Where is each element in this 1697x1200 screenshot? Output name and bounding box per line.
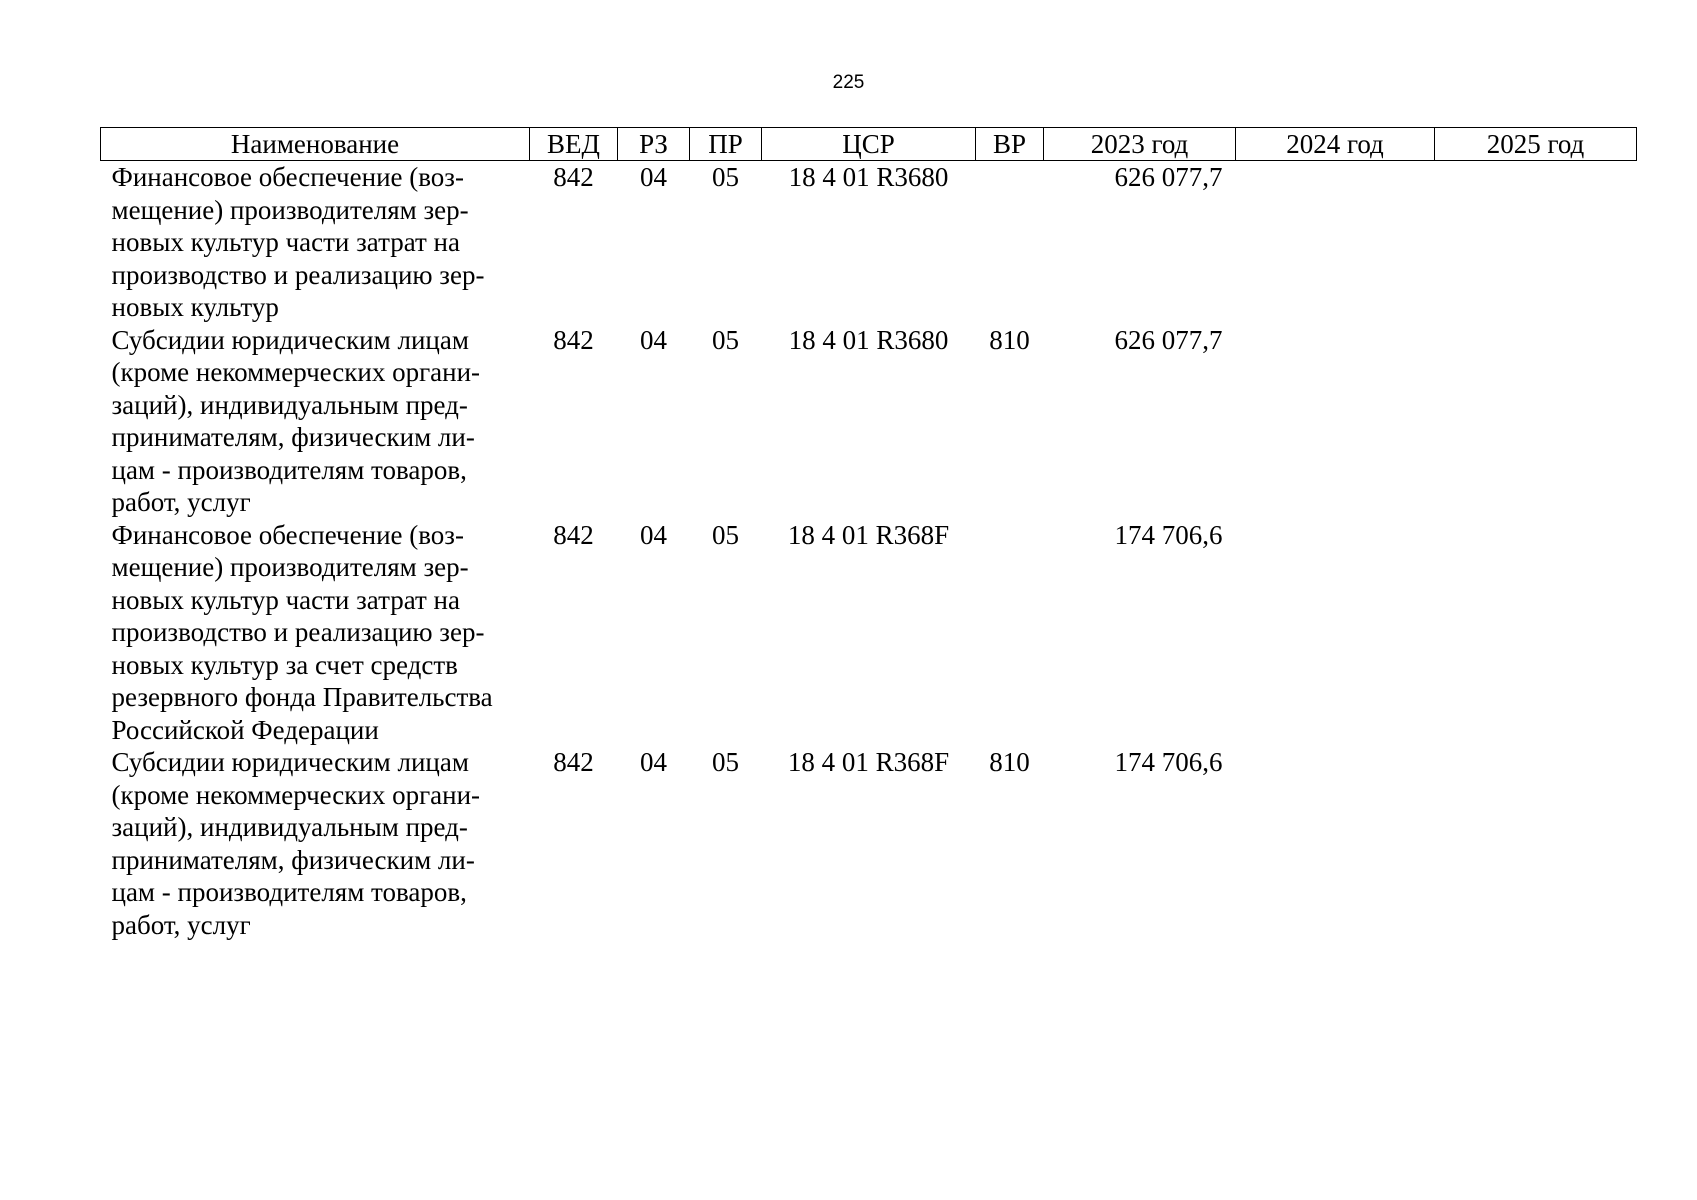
row-2024 [1236, 519, 1435, 747]
row-2025 [1435, 324, 1637, 519]
row-name-line: заций), индивидуальным пред- [111, 389, 468, 420]
row-pr: 05 [712, 519, 739, 550]
row-name [101, 324, 530, 519]
row-name-line: цам - производителям товаров, [111, 454, 467, 485]
row-name-line: резервного фонда Правительства [111, 682, 493, 712]
table-row [101, 161, 1637, 324]
row-vr [976, 161, 1044, 324]
row-pr: 05 [712, 324, 739, 355]
header-csr: ЦСР [762, 128, 976, 161]
row-2023: 626 077,7 [1114, 324, 1223, 355]
row-name [101, 519, 530, 747]
row-name-line: работ, услуг [111, 909, 251, 940]
row-name-line: (кроме некоммерческих органи- [111, 357, 481, 387]
row-csr: 18 4 01 R3680 [788, 324, 949, 355]
header-rz: РЗ [618, 128, 690, 161]
table-row [101, 519, 1637, 747]
table-row [101, 324, 1637, 519]
row-rz: 04 [640, 747, 667, 777]
row-name-line: производство и реализацию зер- [111, 617, 485, 647]
header-row [101, 128, 1637, 161]
row-name-line: Субсидии юридическим лицам [111, 747, 469, 777]
row-vr: 810 [989, 324, 1030, 355]
row-2025 [1435, 746, 1637, 941]
table-body [101, 161, 1637, 942]
row-name-line: мещение) производителям зер- [111, 194, 469, 225]
row-csr: 18 4 01 R368F [787, 747, 950, 777]
row-name-line: заций), индивидуальным пред- [111, 812, 468, 842]
row-name-line: Финансовое обеспечение (воз- [111, 519, 464, 550]
row-vr [976, 519, 1044, 747]
row-rz: 04 [640, 519, 667, 550]
row-name-line: новых культур части затрат на [111, 227, 460, 257]
row-name-line: работ, услуг [111, 487, 251, 517]
row-csr: 18 4 01 R368F [787, 519, 950, 550]
header-2023: 2023 год [1044, 128, 1236, 161]
row-name-line: производство и реализацию зер- [111, 259, 485, 290]
row-2024 [1236, 161, 1435, 324]
row-2025 [1435, 161, 1637, 324]
row-pr: 05 [712, 162, 739, 192]
budget-table [100, 127, 1637, 941]
row-2024 [1236, 324, 1435, 519]
header-pr: ПР [690, 128, 762, 161]
row-name-line: Финансовое обеспечение (воз- [111, 162, 464, 192]
header-name: Наименование [101, 128, 530, 161]
row-name [101, 746, 530, 941]
header-2025: 2025 год [1435, 128, 1637, 161]
row-name-line: принимателям, физическим ли- [111, 422, 475, 452]
row-2023: 626 077,7 [1114, 162, 1223, 192]
row-name [101, 161, 530, 324]
page-number: 225 [832, 72, 865, 93]
row-2025 [1435, 519, 1637, 747]
row-vr: 810 [989, 747, 1030, 777]
table-header [101, 128, 1637, 161]
row-name-line: мещение) производителям зер- [111, 552, 469, 582]
row-name-line: принимателям, физическим ли- [111, 844, 475, 875]
row-ved: 842 [553, 519, 594, 550]
header-ved: ВЕД [530, 128, 618, 161]
row-pr: 05 [712, 747, 739, 777]
header-2024: 2024 год [1236, 128, 1435, 161]
row-ved: 842 [553, 162, 594, 192]
row-2024 [1236, 746, 1435, 941]
row-ved: 842 [553, 747, 594, 777]
row-rz: 04 [640, 324, 667, 355]
row-rz: 04 [640, 162, 667, 192]
row-name-line: новых культур [111, 292, 279, 322]
row-name-line: цам - производителям товаров, [111, 877, 467, 907]
row-name-line: (кроме некоммерческих органи- [111, 779, 481, 810]
row-name-line: новых культур за счет средств [111, 649, 458, 680]
row-name-line: Российской Федерации [111, 714, 379, 745]
row-name-line: новых культур части затрат на [111, 584, 460, 615]
table-row [101, 746, 1637, 941]
row-csr: 18 4 01 R3680 [788, 162, 949, 192]
header-vr: ВР [976, 128, 1044, 161]
row-2023: 174 706,6 [1114, 747, 1223, 777]
row-2023: 174 706,6 [1114, 519, 1223, 550]
row-name-line: Субсидии юридическим лицам [111, 324, 469, 355]
row-ved: 842 [553, 324, 594, 355]
